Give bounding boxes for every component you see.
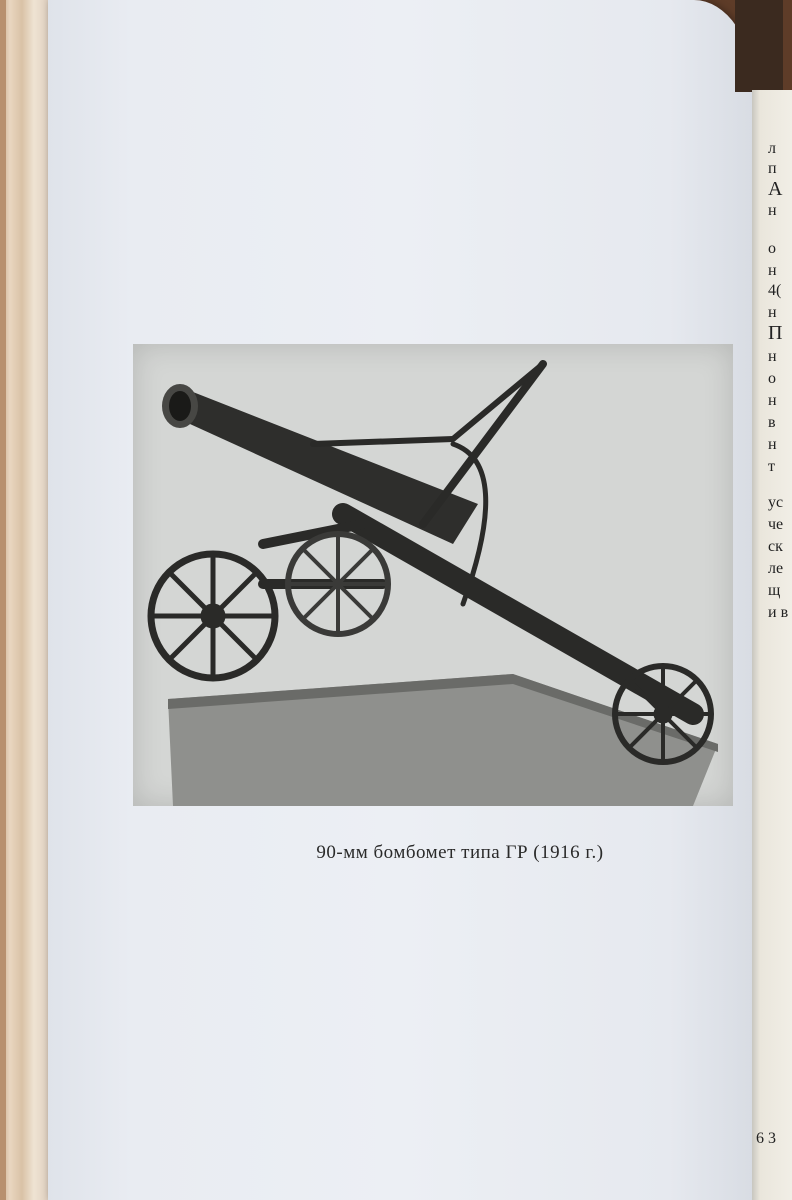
text-fragment: ле [768,560,784,577]
text-fragment: ск [768,538,783,555]
text-fragment: н [768,202,777,219]
text-fragment: н [768,392,777,409]
page-number: 6 3 [756,1130,776,1147]
left-wheel [151,554,275,678]
text-fragment: А [768,178,783,200]
text-fragment: л [768,140,776,157]
text-fragment: че [768,516,784,533]
background-shadow [735,0,783,92]
mortar-illustration [133,344,733,806]
mortar-trail [263,364,693,714]
text-fragment: щ [768,582,781,599]
figure-photograph [133,344,733,806]
text-fragment: в [768,414,776,431]
text-fragment: т [768,458,775,475]
text-fragment: п [768,160,777,177]
text-fragment: П [768,322,783,344]
text-fragment: н [768,436,777,453]
text-fragment: н [768,304,777,321]
book-cover-edge [0,0,6,1200]
figure-caption: 90-мм бомбомет типа ГР (1916 г.) [316,842,604,863]
text-fragment: н [768,348,777,365]
text-fragment: о [768,370,776,387]
rear-wheel [288,534,388,634]
text-fragment: 4( [768,282,782,299]
text-fragment: о [768,240,776,257]
trail-wheel [615,666,711,762]
text-fragment: ус [768,494,784,511]
text-fragment: н [768,262,777,279]
adjacent-page [752,90,792,1200]
text-fragment: и в [768,604,789,621]
